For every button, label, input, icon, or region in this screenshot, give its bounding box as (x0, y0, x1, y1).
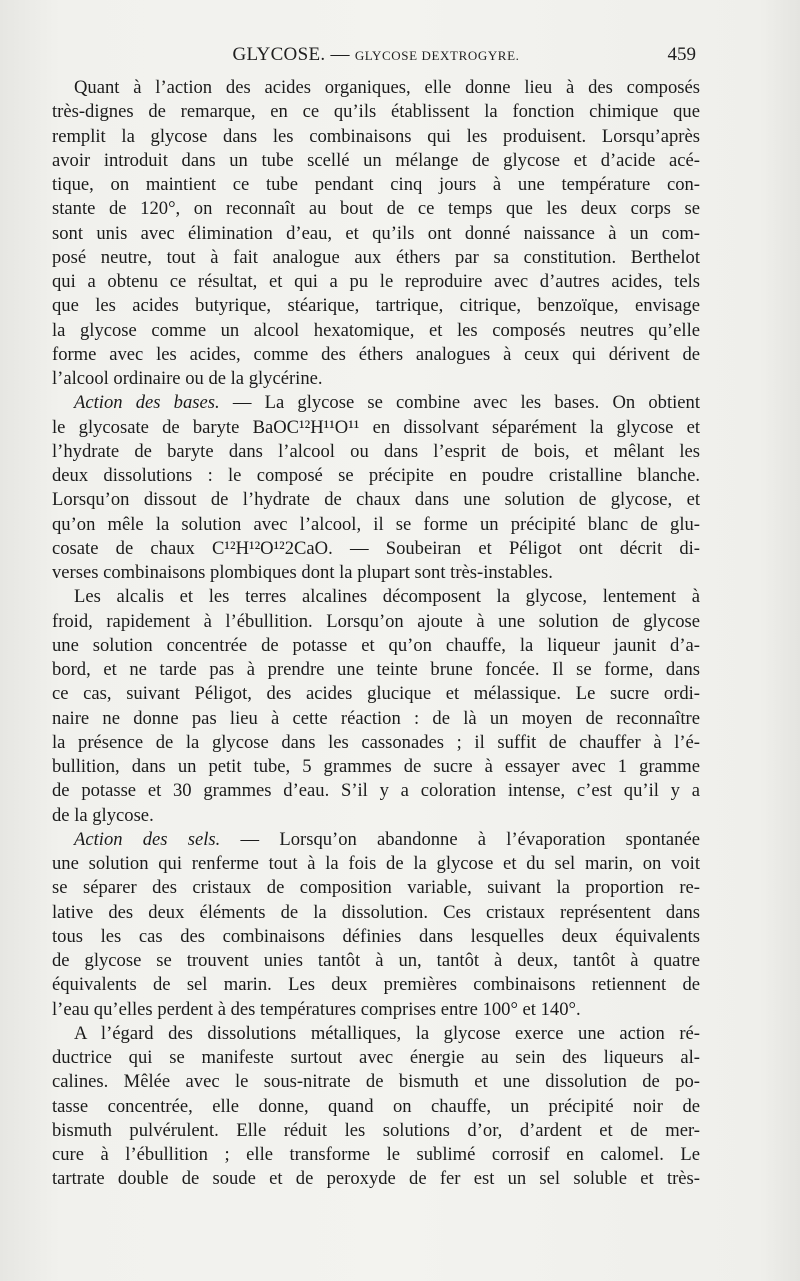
text-line: tasse concentrée, elle donne, quand on chauffe, un précipité noir de (52, 1095, 700, 1117)
page-number: 459 (667, 44, 696, 65)
text-line: l’hydrate de baryte dans l’alcool ou dans l’esprit de bois, et mêlant les (52, 440, 700, 462)
paragraph-acides-organiques (52, 76, 700, 391)
text-line: bord, et ne tarde pas à prendre une teinte brune foncée. Il se forme, dans (52, 659, 700, 680)
text-line: Quant à l’action des acides organiques, elle donne lieu à des composés (74, 77, 700, 98)
page-body (52, 76, 700, 1216)
running-title-sub: GLYCOSE DEXTROGYRE. (354, 48, 520, 63)
text-line: la glycose comme un alcool hexatomique, et les composés neutres qu’elle (52, 319, 700, 341)
text-line: bismuth pulvérulent. Elle réduit les solutions d’or, d’ardent et de mer- (52, 1119, 700, 1141)
text-line: ce cas, suivant Péligot, des acides glucique et mélassique. Le sucre ordi- (52, 683, 700, 705)
italic-run-in-heading: Action des bases. (74, 392, 220, 414)
text-line: le glycosate de baryte BaOC¹²H¹¹O¹¹ en dissolvant séparément la glycose et (52, 416, 700, 438)
text-line: la présence de la glycose dans les cassonades ; il suffit de chauffer à l’é- (52, 731, 700, 753)
running-title-main: GLYCOSE. — (232, 44, 350, 65)
text-line: Lorsqu’on dissout de l’hydrate de chaux dans une solution de glycose, et (52, 489, 700, 511)
running-header (52, 44, 700, 72)
text-line: tous les cas des combinaisons définies dans lesquelles deux équivalents (52, 925, 700, 947)
text-line (52, 1192, 700, 1216)
text-line: de la glycose. (52, 804, 154, 826)
text-line: de potasse et 30 grammes d’eau. S’il y a coloration intense, c’est qu’il y a (52, 780, 700, 802)
text-line: une solution qui renferme tout à la fois de la glycose et du sel marin, on voit (52, 853, 700, 874)
text-line: cure à l’ébullition ; elle transforme le sublimé corrosif en calomel. Le (52, 1144, 700, 1165)
text-line-rest: — Lorsqu’on abandonne à l’évaporation spontanée (220, 828, 700, 850)
text-line: tartrate double de soude et de peroxyde de fer est un sel soluble et très- (52, 1168, 700, 1190)
text-line-with-italic-heading (52, 828, 700, 852)
text-line: lative des deux éléments de la dissolution. Ces cristaux représentent dans (52, 901, 700, 923)
italic-run-in-heading: Action des sels. (74, 828, 221, 850)
text-line: l’eau qu’elles perdent à des températures comprises entre 100° et 140°. (52, 998, 581, 1020)
text-line: deux dissolutions : le composé se précipite en poudre cristalline blanche. (52, 465, 700, 486)
text-line: qu’on mêle la solution avec l’alcool, il se forme un précipité blanc de glu- (52, 513, 700, 535)
text-line: naire ne donne pas lieu à cette réaction : de là un moyen de reconnaître (52, 707, 700, 729)
text-line: A l’égard des dissolutions métalliques, la glycose exerce une action ré- (74, 1022, 700, 1044)
running-title (52, 44, 700, 66)
text-line: sont unis avec élimination d’eau, et qu’ils ont donné naissance à un com- (52, 222, 700, 244)
text-line-rest: — La glycose se combine avec les bases. On obtient (219, 392, 700, 414)
text-line: l’alcool ordinaire ou de la glycérine. (52, 368, 323, 389)
text-line: une solution concentrée de potasse et qu’on chauffe, la liqueur jaunit d’a- (52, 634, 700, 656)
text-line: bullition, dans un petit tube, 5 grammes de sucre à essayer avec 1 gramme (52, 756, 700, 777)
paragraph-action-des-bases (52, 391, 700, 585)
text-line: cosate de chaux C¹²H¹²O¹²2CaO. — Soubeiran et Péligot ont décrit di- (52, 537, 700, 559)
text-line: forme avec les acides, comme des éthers analogues à ceux qui dérivent de (52, 343, 700, 365)
text-line: qui a obtenu ce résultat, et qui a pu le reproduire avec d’autres acides, tels (52, 271, 700, 292)
paragraph-dissolutions-metalliques (52, 1022, 700, 1216)
text-line: stante de 120°, on reconnaît au bout de ce temps que les deux corps se (52, 198, 700, 220)
text-line: équivalents de sel marin. Les deux premières combinaisons retiennent de (52, 974, 700, 996)
text-line: tique, on maintient ce tube pendant cinq jours à une température con- (52, 174, 700, 195)
text-line: calines. Mêlée avec le sous-nitrate de bismuth et une dissolution de po- (52, 1071, 700, 1093)
text-line-with-italic-heading (52, 391, 700, 415)
text-line: ductrice qui se manifeste surtout avec énergie au sein des liqueurs al- (52, 1047, 700, 1068)
text-line: avoir introduit dans un tube scellé un mélange de glycose et d’acide acé- (52, 149, 700, 171)
text-line: posé neutre, tout à fait analogue aux éthers par sa constitution. Berthelot (52, 246, 700, 268)
text-line: très-dignes de remarque, en ce qu’ils établissent la fonction chimique que (52, 101, 700, 123)
text-line: Les alcalis et les terres alcalines décomposent la glycose, lentement à (74, 586, 700, 608)
text-line: que les acides butyrique, stéarique, tartrique, citrique, benzoïque, envisage (52, 295, 700, 317)
text-line: remplit la glycose dans les combinaisons qui les produisent. Lorsqu’après (52, 125, 700, 147)
text-line: de glycose se trouvent unies tantôt à un, tantôt à deux, tantôt à quatre (52, 950, 700, 971)
paragraph-action-des-sels (52, 828, 700, 1022)
paragraph-alcalis (52, 585, 700, 828)
text-line: se séparer des cristaux de composition variable, suivant la proportion re- (52, 877, 700, 899)
text-line: verses combinaisons plombiques dont la plupart sont très-instables. (52, 562, 553, 583)
text-line: froid, rapidement à l’ébullition. Lorsqu’on ajoute à une solution de glycose (52, 610, 700, 632)
